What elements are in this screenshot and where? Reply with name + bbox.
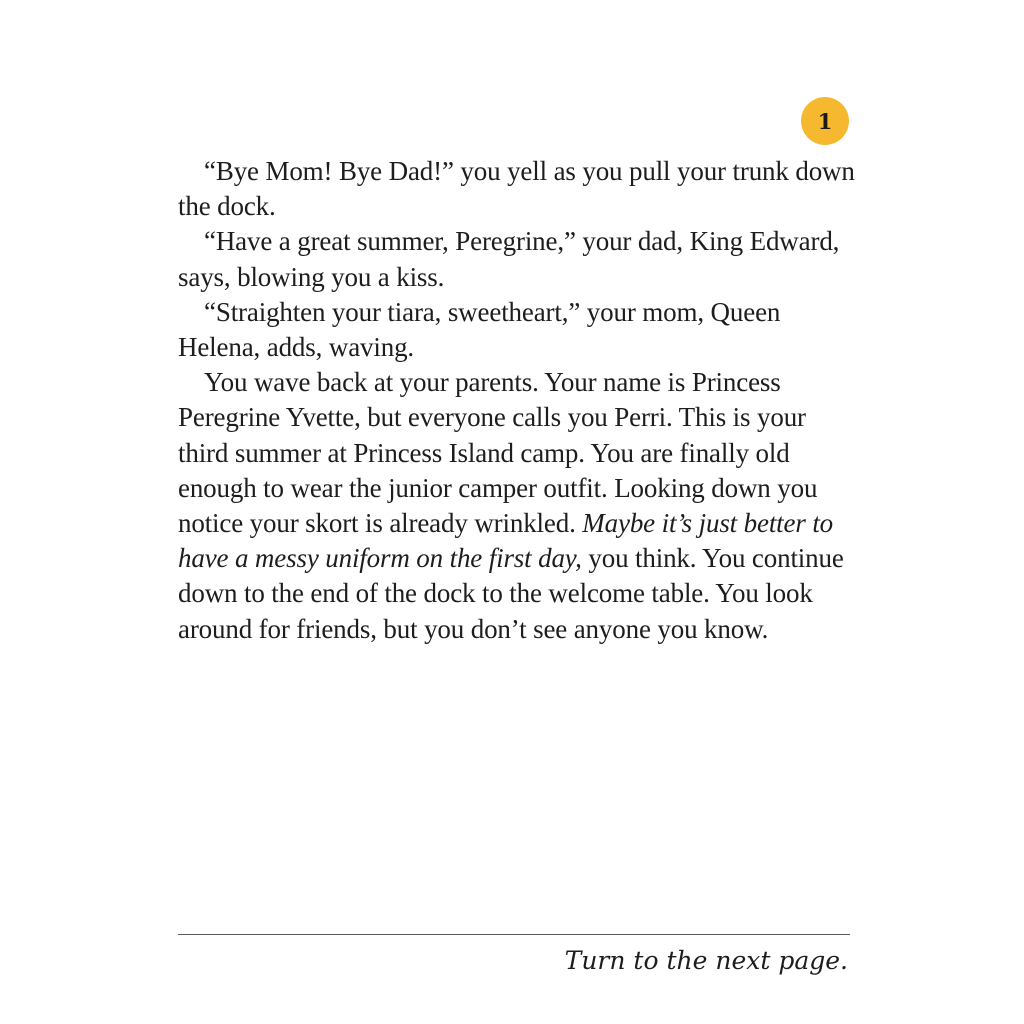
paragraph-goodbye: “Bye Mom! Bye Dad!” you yell as you pull your trunk down the dock. <box>178 156 855 222</box>
turn-page-prompt: Turn to the next page. <box>564 946 848 975</box>
paragraph-mom: “Straighten your tiara, sweetheart,” your mom, Queen Helena, adds, waving. <box>178 296 781 363</box>
inner-thought-text: Maybe it’s just better to have a messy uniform on the first day, <box>178 508 834 574</box>
paragraph-introduction-end: you think. You continue down to the end of the dock to the welcome table. You look around for friends, but you don’t see anyone you know. <box>178 543 844 644</box>
footer-divider <box>178 934 850 935</box>
story-text <box>178 154 858 647</box>
paragraph-introduction <box>178 365 858 647</box>
page-number: 1 <box>817 108 833 134</box>
paragraph-introduction-start: You wave back at your parents. Your name is Princess Peregrine Yvette, but everyone calls you Perri. This is your third summer at Princess Island camp. You are finally old enough to wear the junior camper outfit. Looking down you notice your skort is already wrinkled. <box>178 367 818 539</box>
paragraph-dad: “Have a great summer, Peregrine,” your dad, King Edward, says, blowing you a kiss. <box>178 226 840 292</box>
page-number-badge <box>801 97 849 145</box>
